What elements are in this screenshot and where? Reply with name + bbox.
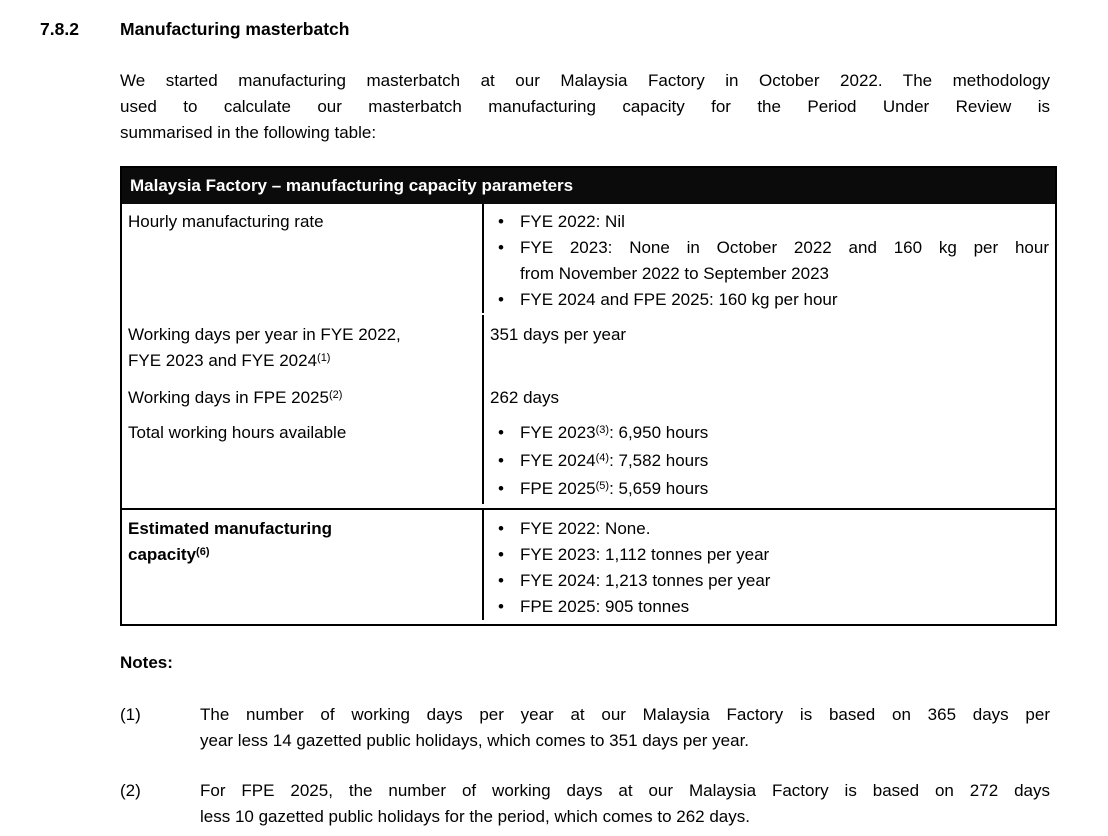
row-label-line <box>128 209 474 235</box>
text-segment: FPE 2025: 905 tonnes <box>520 597 690 616</box>
text-segment: FYE 2022: Nil <box>520 212 625 231</box>
bullet-text <box>520 594 1049 620</box>
row-label-line <box>128 420 474 446</box>
row-label-cell <box>122 510 484 620</box>
row-label-line <box>128 385 474 413</box>
bullet-text <box>520 516 1049 542</box>
bullet-text <box>520 420 1049 448</box>
bullet-text <box>520 287 1049 313</box>
section-title: Manufacturing masterbatch <box>120 19 350 39</box>
bullet-marker: • <box>498 519 504 538</box>
bullet-marker: • <box>498 597 504 616</box>
bullet-text <box>520 568 1049 594</box>
text-segment: Hourly manufacturing rate <box>128 212 324 231</box>
row-value-cell <box>484 204 1055 313</box>
bullet-line <box>520 420 1049 448</box>
text-segment: Estimated manufacturing <box>128 519 333 538</box>
note-text <box>200 702 1050 754</box>
table-title: Malaysia Factory – manufacturing capacity parameters <box>130 176 574 195</box>
bullet-item <box>490 594 1049 620</box>
row-label-cell <box>122 204 484 313</box>
bullet-item <box>490 235 1049 287</box>
superscript-ref: (1) <box>317 352 331 364</box>
table-row-working-days-per-year <box>122 315 1055 376</box>
row-label-cell <box>122 413 484 504</box>
superscript-ref: (4) <box>595 452 610 464</box>
text-segment: : 6,950 hours <box>609 423 709 442</box>
text-segment: FYE 2024 and FPE 2025: 160 kg per hour <box>520 290 838 309</box>
bullet-line <box>520 516 1049 542</box>
bullet-item <box>490 287 1049 313</box>
table-row-total-working-hours <box>122 413 1055 508</box>
notes-list <box>0 702 1108 830</box>
notes-title: Notes: <box>120 653 173 672</box>
bullet-text <box>520 235 1049 287</box>
bullet-line <box>520 261 1049 287</box>
row-label-line <box>128 348 474 376</box>
bullet-marker: • <box>498 571 504 590</box>
note-number: (1) <box>120 705 141 724</box>
capacity-table <box>120 166 1057 626</box>
row-label-cell <box>122 315 484 376</box>
note-item <box>120 778 1050 830</box>
row-value-line <box>490 385 1049 411</box>
bullet-line <box>520 287 1049 313</box>
bullet-marker: • <box>498 212 504 231</box>
bullet-marker: • <box>498 238 504 257</box>
note-item <box>120 702 1050 754</box>
bullet-text <box>520 476 1049 504</box>
row-value-cell <box>484 315 1055 376</box>
text-segment: Working days in FPE 2025 <box>128 388 329 407</box>
note-number: (2) <box>120 781 141 800</box>
bullet-line <box>520 568 1049 594</box>
text-segment: Working days per year in FYE 2022, <box>128 325 401 344</box>
bullet-text <box>520 209 1049 235</box>
table-row-hourly-manufacturing-rate <box>122 204 1055 315</box>
bullet-marker: • <box>498 290 504 309</box>
table-row-estimated-manufacturing-capacity <box>122 508 1055 624</box>
bullet-item <box>490 542 1049 568</box>
text-segment: capacity <box>128 545 197 564</box>
superscript-ref: (3) <box>595 424 610 436</box>
table-row-working-days-fpe-2025 <box>122 376 1055 413</box>
note-line: year less 14 gazetted public holidays, which comes to 351 days per year. <box>200 731 750 750</box>
bullet-text <box>520 448 1049 476</box>
superscript-ref: (2) <box>328 389 343 401</box>
section-number: 7.8.2 <box>40 19 79 39</box>
bullet-line <box>520 542 1049 568</box>
note-line: The number of working days per year at our Malaysia Factory is based on 365 days per <box>200 705 1050 724</box>
note-line: less 10 gazetted public holidays for the period, which comes to 262 days. <box>200 807 750 826</box>
text-segment: 351 days per year <box>490 325 627 344</box>
bullet-marker: • <box>498 479 504 498</box>
superscript-ref: (6) <box>196 546 210 558</box>
text-segment: FYE 2024: 1,213 tonnes per year <box>520 571 771 590</box>
bullet-item <box>490 568 1049 594</box>
row-label-line <box>128 516 474 542</box>
text-segment: FYE 2023: None in October 2022 and 160 kg per hour <box>520 238 1049 257</box>
text-segment: Total working hours available <box>128 423 347 442</box>
intro-line: We started manufacturing masterbatch at our Malaysia Factory in October 2022. The methodology <box>120 71 1050 90</box>
intro-line: summarised in the following table: <box>120 123 377 142</box>
text-segment: FYE 2023 <box>520 423 596 442</box>
text-segment: from November 2022 to September 2023 <box>520 264 830 283</box>
text-segment: FYE 2022: None. <box>520 519 651 538</box>
row-value-cell <box>484 510 1055 620</box>
bullet-marker: • <box>498 451 504 470</box>
row-label-line <box>128 322 474 348</box>
bullet-item <box>490 516 1049 542</box>
text-segment: : 7,582 hours <box>609 451 709 470</box>
table-body <box>122 204 1055 624</box>
table-title-bar <box>122 168 1055 204</box>
bullet-line <box>520 476 1049 504</box>
text-segment: : 5,659 hours <box>609 479 709 498</box>
row-value-cell <box>484 376 1055 413</box>
text-segment: 262 days <box>490 388 559 407</box>
bullet-marker: • <box>498 545 504 564</box>
row-label-cell <box>122 376 484 413</box>
bullet-line <box>520 594 1049 620</box>
bullet-marker: • <box>498 423 504 442</box>
bullet-item <box>490 209 1049 235</box>
text-segment: FPE 2025 <box>520 479 596 498</box>
bullet-item <box>490 420 1049 448</box>
note-text <box>200 778 1050 830</box>
intro-line: used to calculate our masterbatch manufacturing capacity for the Period Under Review is <box>120 97 1050 116</box>
intro-paragraph <box>120 68 1050 146</box>
row-value-cell <box>484 413 1055 504</box>
bullet-item <box>490 476 1049 504</box>
superscript-ref: (5) <box>595 480 610 492</box>
row-label-line <box>128 542 474 570</box>
bullet-line <box>520 448 1049 476</box>
row-value-line <box>490 322 1049 348</box>
text-segment: FYE 2023 and FYE 2024 <box>128 351 318 370</box>
bullet-line <box>520 209 1049 235</box>
note-line: For FPE 2025, the number of working days at our Malaysia Factory is based on 272 days <box>200 781 1050 800</box>
bullet-text <box>520 542 1049 568</box>
section-heading <box>40 16 1108 42</box>
bullet-line <box>520 235 1049 261</box>
text-segment: FYE 2023: 1,112 tonnes per year <box>520 545 770 564</box>
text-segment: FYE 2024 <box>520 451 596 470</box>
bullet-item <box>490 448 1049 476</box>
